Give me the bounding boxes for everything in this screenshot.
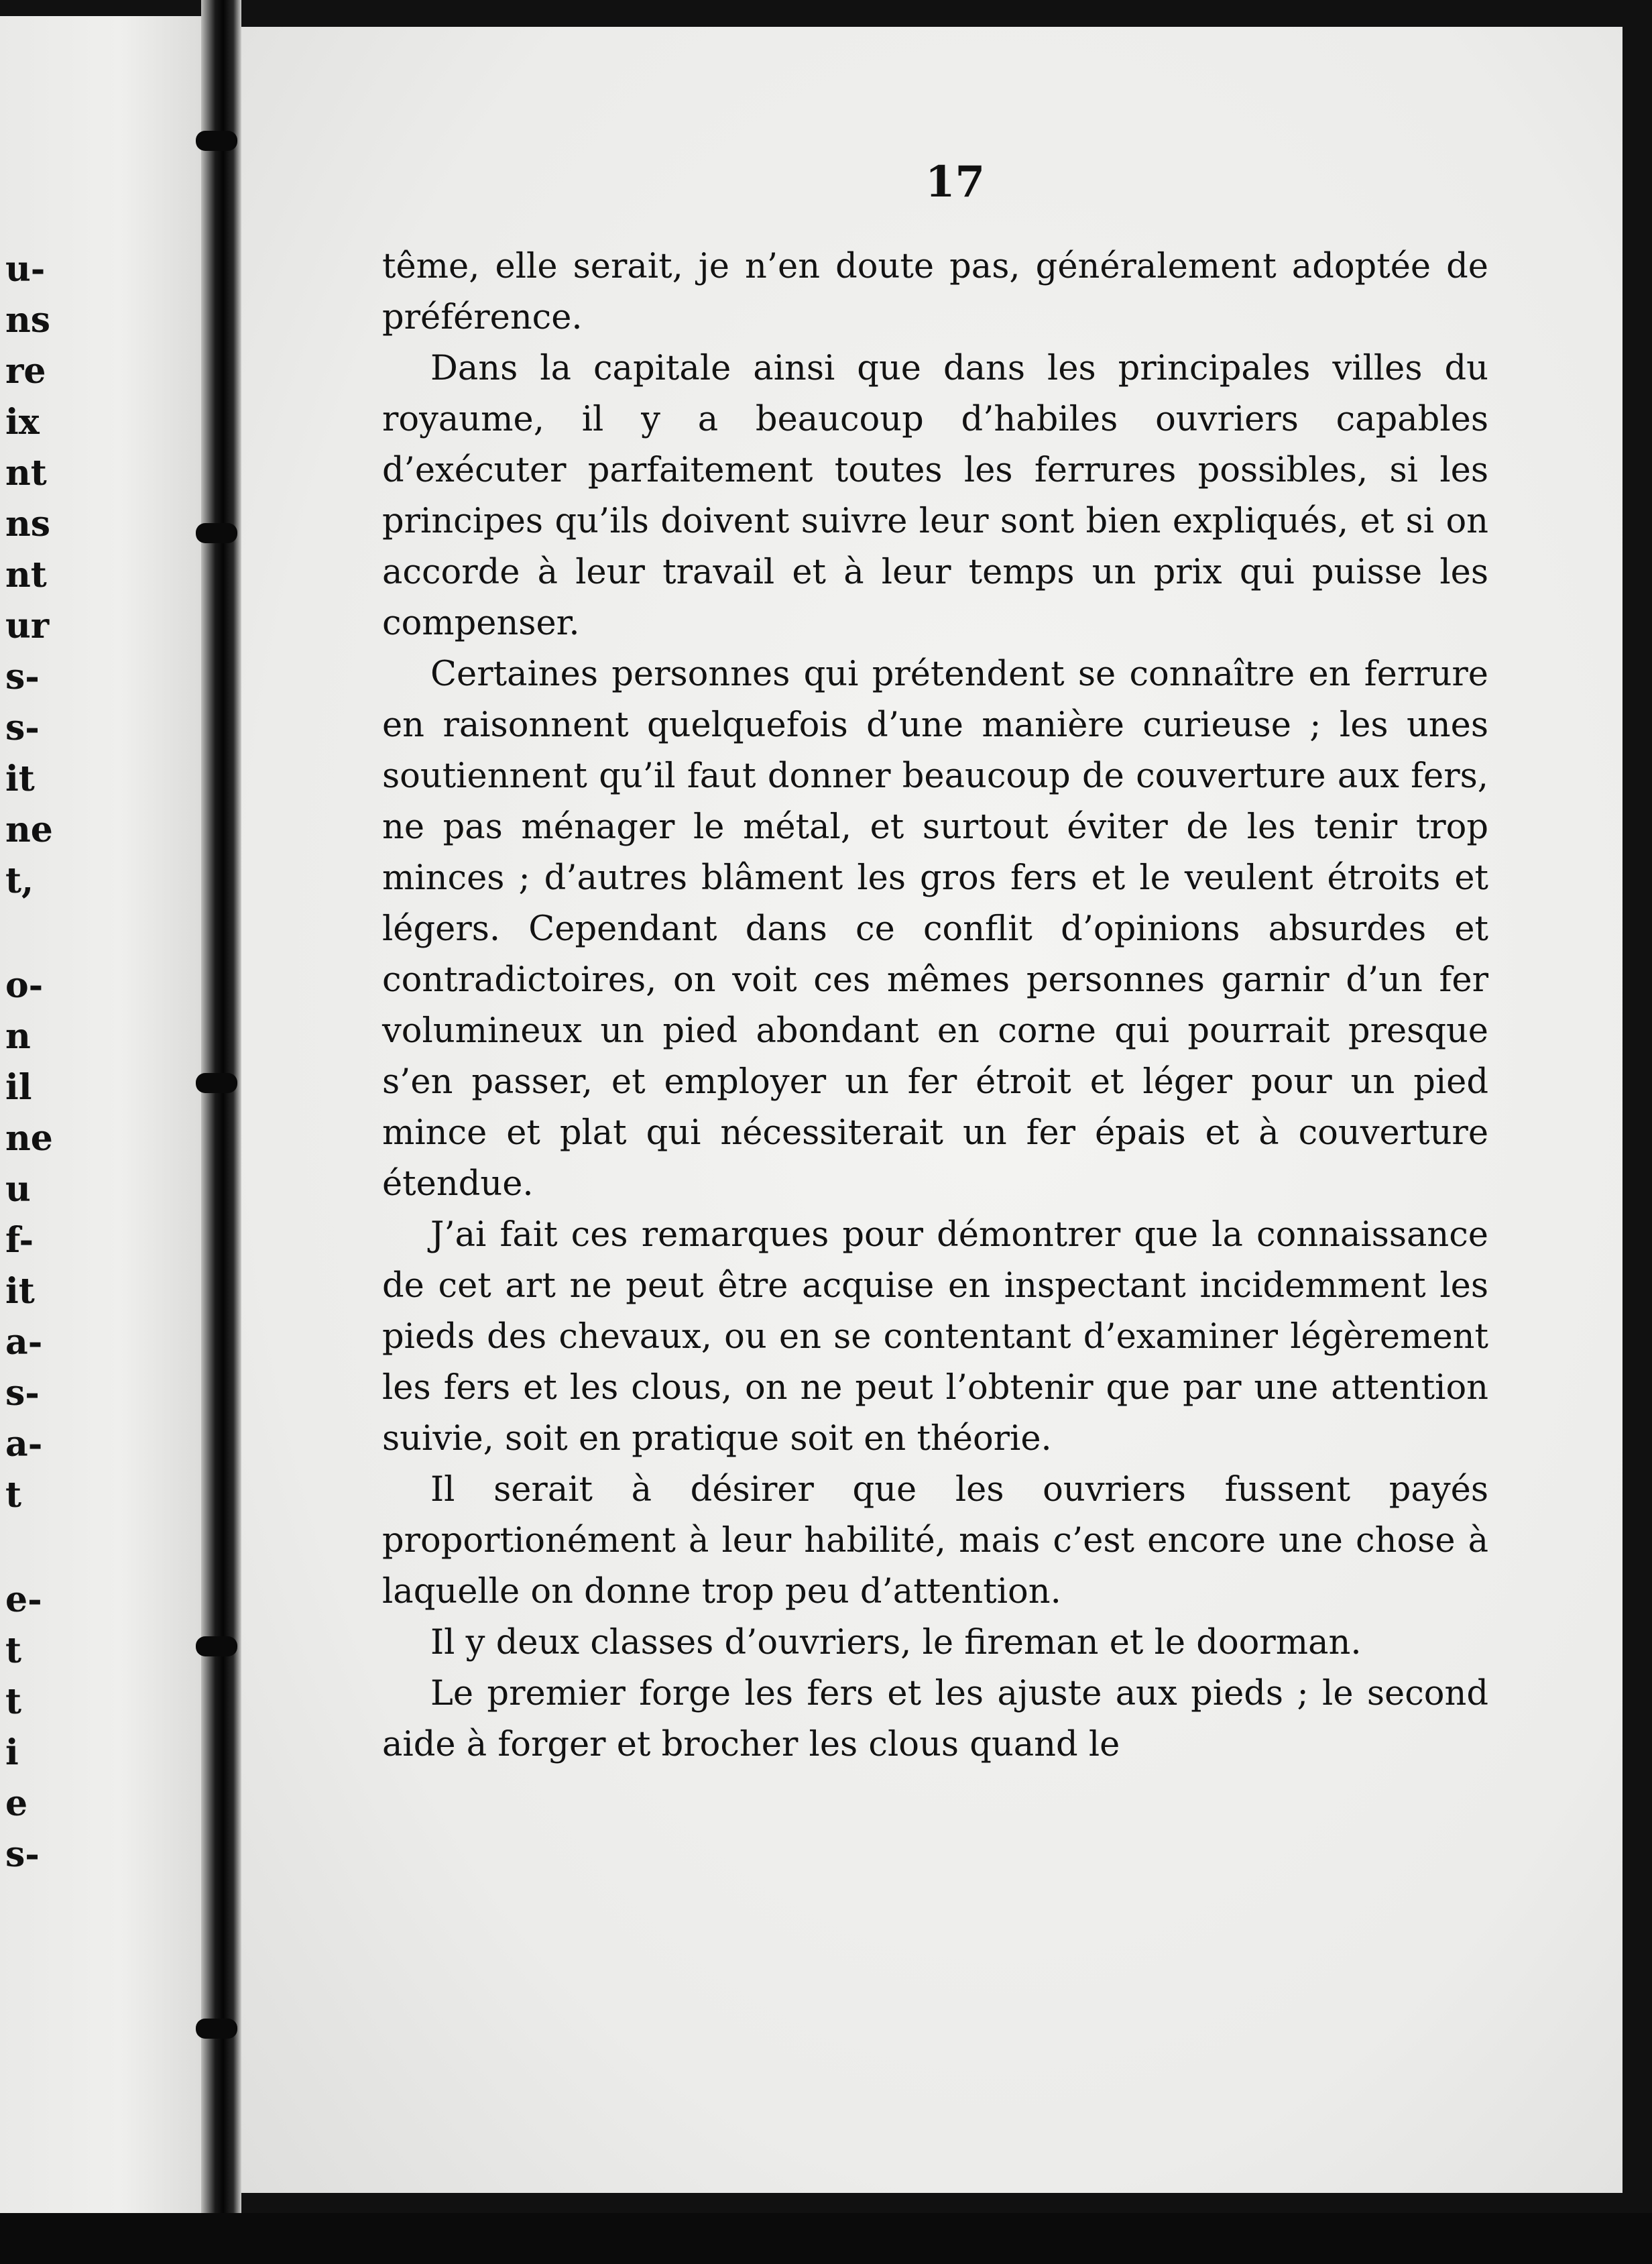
line-fragment: t xyxy=(5,1475,22,1516)
line-fragment: ns xyxy=(5,300,51,341)
line-fragment: nt xyxy=(5,453,47,494)
line-fragment: a- xyxy=(5,1322,43,1363)
line-fragment: n xyxy=(5,1016,31,1057)
line-fragment: ix xyxy=(5,402,40,443)
line-fragment: re xyxy=(5,351,46,392)
line-fragment: nt xyxy=(5,555,47,596)
line-fragment: s- xyxy=(5,1373,40,1414)
paragraph: Il y deux classes d’ouvriers, le fireman et le doorman. xyxy=(430,1623,1362,1662)
binding-stitch xyxy=(196,131,237,151)
binding-stitch xyxy=(196,1073,237,1093)
paragraph: Il serait à désirer que les ouvriers fussent payés proportionément à leur habilité, mais c’est encore une chose à laquelle on donne trop peu d’attention. xyxy=(382,1470,1488,1611)
paragraph: tême, elle serait, je n’en doute pas, généralement adoptée de préférence. xyxy=(382,247,1488,337)
line-fragment: s- xyxy=(5,708,40,748)
scan-bottom-edge xyxy=(0,2213,1652,2264)
line-fragment: ur xyxy=(5,606,50,646)
line-fragment: o- xyxy=(5,965,44,1006)
line-fragment: it xyxy=(5,758,35,799)
line-fragment: il xyxy=(5,1067,32,1108)
binding-stitch xyxy=(196,523,237,543)
paragraph: Certaines personnes qui prétendent se connaître en ferrure en raisonnent quelquefois d’une manière curieuse ; les unes soutiennent qu’il faut donner beaucoup de couverture aux fers, ne pas ménager le métal, et surtout éviter de les tenir trop minces ; d’autres blâment les gros fers et le veulent étroits et légers. Cependant dans ce conflit d’opinions absurdes et contradictoires, on voit ces mêmes personnes garnir d’un fer volumineux un pied abondant en corne qui pourrait presque s’en passer, et employer un fer étroit et léger pour un pied mince et plat qui nécessiterait un fer épais et à couverture étendue. xyxy=(382,655,1488,1204)
line-fragment: t xyxy=(5,1681,22,1722)
line-fragment: ne xyxy=(5,809,53,850)
facing-page-edge xyxy=(0,16,201,2229)
binding-stitch xyxy=(196,1636,237,1656)
line-fragment: ne xyxy=(5,1118,53,1159)
line-fragment: it xyxy=(5,1271,35,1312)
book-binding-gutter xyxy=(201,0,241,2264)
line-fragment: u xyxy=(5,1169,31,1210)
line-fragment: s- xyxy=(5,657,40,697)
line-fragment: ns xyxy=(5,504,51,545)
paragraph: Le premier forge les fers et les ajuste aux pieds ; le second aide à forger et brocher les clous quand le xyxy=(382,1674,1488,1764)
line-fragment: a- xyxy=(5,1424,43,1465)
line-fragment: t xyxy=(5,1630,22,1671)
binding-stitch xyxy=(196,2019,237,2039)
line-fragment: t, xyxy=(5,860,34,901)
line-fragment: e- xyxy=(5,1579,42,1620)
line-fragment: e xyxy=(5,1783,28,1824)
line-fragment: i xyxy=(5,1732,19,1773)
line-fragment: f- xyxy=(5,1220,34,1261)
page-number: 17 xyxy=(925,157,986,207)
line-fragment: u- xyxy=(5,249,46,290)
paragraph: Dans la capitale ainsi que dans les principales villes du royaume, il y a beaucoup d’habiles ouvriers capables d’exécuter parfaitement toutes les ferrures possibles, si les principes qu’ils doivent suivre leur sont bien expliqués, et si on accorde à leur travail et à leur temps un prix qui puisse les compenser. xyxy=(382,349,1488,643)
paragraph: J’ai fait ces remarques pour démontrer que la connaissance de cet art ne peut être acquise en inspectant incidemment les pieds des chevaux, ou en se contentant d’examiner légèrement les fers et les clous, on ne peut l’obtenir que par une attention suivie, soit en pratique soit en théorie. xyxy=(382,1215,1488,1459)
line-fragment: s- xyxy=(5,1834,40,1875)
facing-page-line-fragments xyxy=(5,244,53,1880)
page-body-text xyxy=(382,241,1488,1770)
